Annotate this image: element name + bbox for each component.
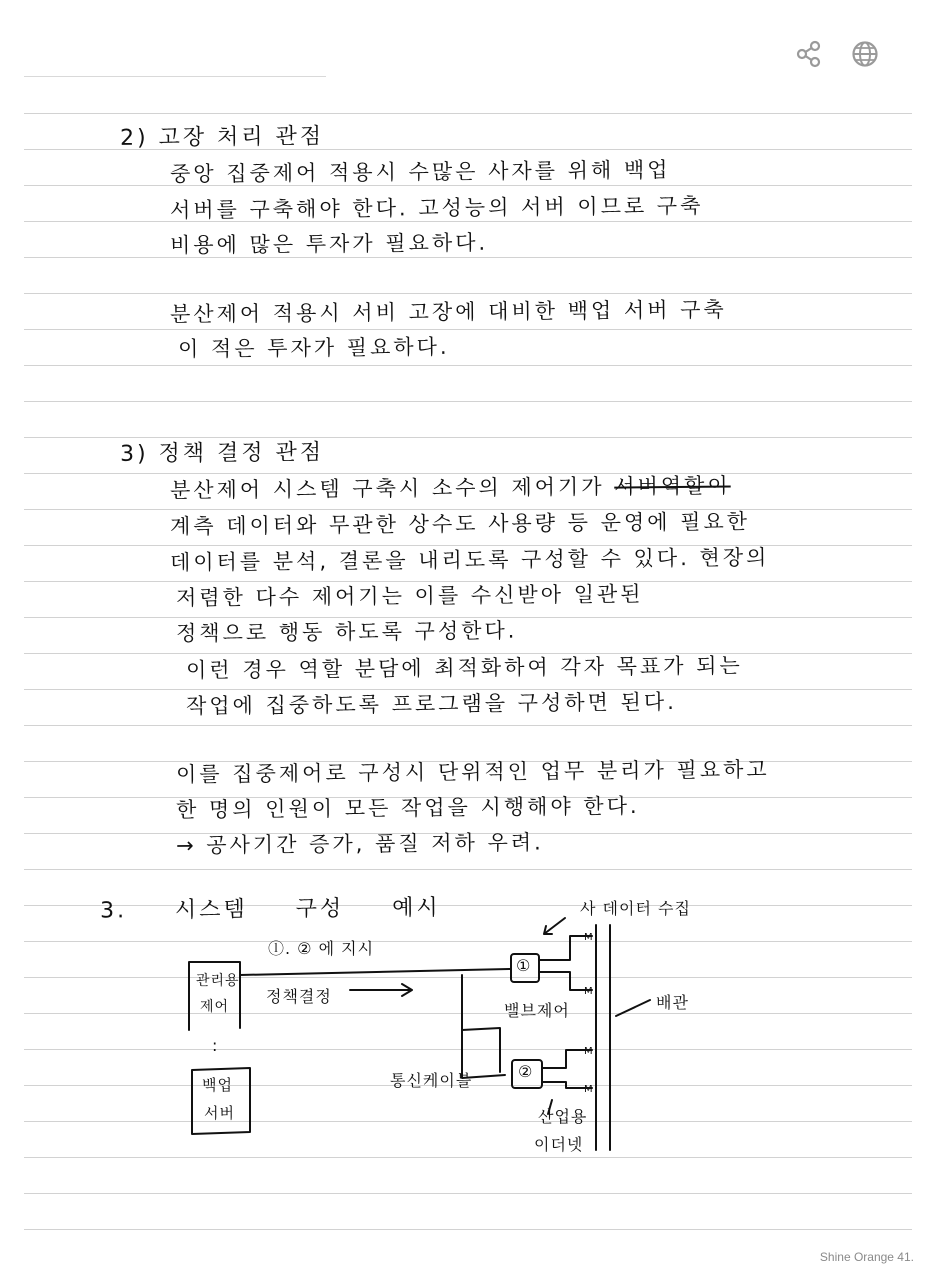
label-backup-2: 서버 [204, 1104, 235, 1122]
label-ops-server-1: 관리용 [196, 973, 240, 989]
footer-brand: Shine Orange 41. [819, 1250, 914, 1264]
struck-text: 서버역할이 [614, 473, 731, 499]
label-backup-1: 백업 [202, 1076, 233, 1094]
comm-branch [462, 975, 505, 1078]
section2-para2-line: 분산제어 적용시 서비 고장에 대비한 백업 서버 구축 [169, 297, 727, 327]
sensor-tag: M [584, 932, 593, 943]
label-node2: ② [518, 1062, 534, 1081]
measure-arrow [544, 918, 565, 934]
sensor-tag: M [584, 986, 593, 997]
section3-para1-line: 이런 경우 역할 분담에 최적화하여 각자 목표가 되는 [185, 653, 743, 683]
section3-para1-line: 정책으로 행동 하도록 구성한다. [175, 618, 518, 646]
pipe-arrow [616, 1000, 650, 1016]
section2-heading: 2) 고장 처리 관점 [119, 124, 325, 151]
example-heading: 3. 시스템 구성 예시 [99, 895, 441, 924]
section3-para2-line: → 공사기간 증가, 품질 저하 우려. [175, 830, 544, 858]
section2-para2-line: 이 적은 투자가 필요하다. [177, 334, 450, 362]
section3-para2-line: 이를 집중제어로 구성시 단위적인 업무 분리가 필요하고 [175, 757, 770, 787]
label-sensor-1: 산업용 [538, 1107, 588, 1126]
label-node1: ① [516, 956, 532, 975]
sensor-tag: M [584, 1046, 593, 1057]
control-line [240, 969, 510, 975]
section3-para1-line: 작업에 집중하도록 프로그램을 구성하면 된다. [185, 689, 677, 719]
section3-para1-line: 데이터를 분석, 결론을 내리도록 구성할 수 있다. 현장의 [169, 545, 770, 575]
label-ops-server-2: 제어 [200, 999, 230, 1015]
section2-para1-line: 비용에 많은 투자가 필요하다. [169, 230, 489, 258]
label-top-note: ⓛ. ② 에 지시 [268, 939, 375, 958]
label-policy: 정책결정 [266, 987, 332, 1006]
comm-branch-2 [462, 1028, 500, 1072]
label-valve: 밸브제어 [504, 1001, 570, 1020]
sensor-tag: M [584, 1084, 593, 1095]
label-dots: : [212, 1036, 219, 1055]
policy-arrow [350, 984, 412, 996]
section3-para1-line: 저렴한 다수 제어기는 이를 수신받아 일관된 [175, 581, 644, 611]
section3-heading: 3) 정책 결정 관점 [119, 440, 325, 467]
label-comm: 통신케이블 [390, 1071, 473, 1090]
label-measure: 사 데이터 수집 [580, 899, 691, 918]
section2-para1-line: 중앙 집중제어 적용시 수많은 사자를 위해 백업 [169, 157, 671, 187]
section3-para2-line: 한 명의 인원이 모든 작업을 시행해야 한다. [175, 793, 640, 823]
label-pipe: 배관 [656, 993, 689, 1012]
section3-line1-text: 분산제어 시스템 구축시 소수의 제어기가 [169, 474, 615, 503]
section3-para1-line: 계측 데이터와 무관한 상수도 사용량 등 운영에 필요한 [169, 509, 751, 539]
label-sensor-2: 이더넷 [534, 1135, 584, 1154]
section2-para1-line: 서버를 구축해야 한다. 고성능의 서버 이므로 구축 [169, 193, 704, 223]
